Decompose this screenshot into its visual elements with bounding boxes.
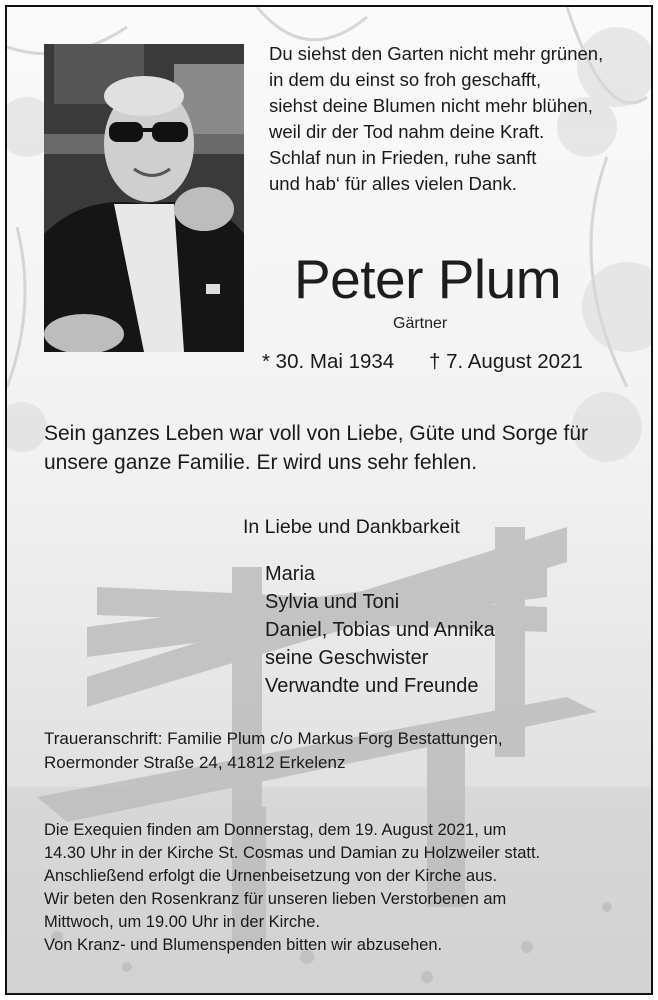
portrait-photo [44, 44, 244, 352]
deceased-profession: Gärtner [393, 315, 448, 332]
service-line: Die Exequien finden am Donnerstag, dem 19. August 2021, um [44, 821, 507, 839]
service-line: Von Kranz- und Blumenspenden bitten wir abzusehen. [44, 936, 443, 954]
poem-line: in dem du einst so froh geschafft, [269, 69, 542, 90]
mourners-list [265, 560, 495, 700]
mourner-name: Verwandte und Freunde [265, 675, 479, 697]
obituary-card [5, 5, 653, 995]
address-line: Traueranschrift: Familie Plum c/o Markus Forg Bestattungen, [44, 729, 503, 748]
mourner-name: Maria [265, 563, 316, 585]
memorial-poem [269, 41, 639, 197]
service-line: Mittwoch, um 19.00 Uhr in der Kirche. [44, 913, 321, 931]
service-line: Wir beten den Rosenkranz für unseren lieben Verstorbenen am [44, 890, 507, 908]
mourners-intro: In Liebe und Dankbarkeit [243, 516, 460, 538]
service-line: 14.30 Uhr in der Kirche St. Cosmas und Damian zu Holzweiler statt. [44, 844, 541, 862]
death-date: † 7. August 2021 [429, 350, 583, 373]
poem-line: Du siehst den Garten nicht mehr grünen, [269, 43, 604, 64]
birth-date: * 30. Mai 1934 [262, 350, 395, 373]
poem-line: Schlaf nun in Frieden, ruhe sanft [269, 147, 537, 168]
tribute-line: Sein ganzes Leben war voll von Liebe, Güte und Sorge für [44, 422, 589, 445]
mourner-name: seine Geschwister [265, 647, 429, 669]
service-information [44, 819, 540, 957]
tribute-line: unsere ganze Familie. Er wird uns sehr fehlen. [44, 451, 478, 474]
service-line: Anschließend erfolgt die Urnenbeisetzung von der Kirche aus. [44, 867, 498, 885]
address-line: Roermonder Straße 24, 41812 Erkelenz [44, 753, 346, 772]
mourner-name: Daniel, Tobias und Annika [265, 619, 495, 641]
poem-line: siehst deine Blumen nicht mehr blühen, [269, 95, 593, 116]
mourner-name: Sylvia und Toni [265, 591, 400, 613]
poem-line: und hab‘ für alles vielen Dank. [269, 173, 517, 194]
poem-line: weil dir der Tod nahm deine Kraft. [269, 121, 545, 142]
deceased-name: Peter Plum [294, 248, 562, 310]
portrait-illustration [44, 44, 244, 352]
mourning-address [44, 727, 503, 775]
tribute-text [44, 419, 644, 477]
